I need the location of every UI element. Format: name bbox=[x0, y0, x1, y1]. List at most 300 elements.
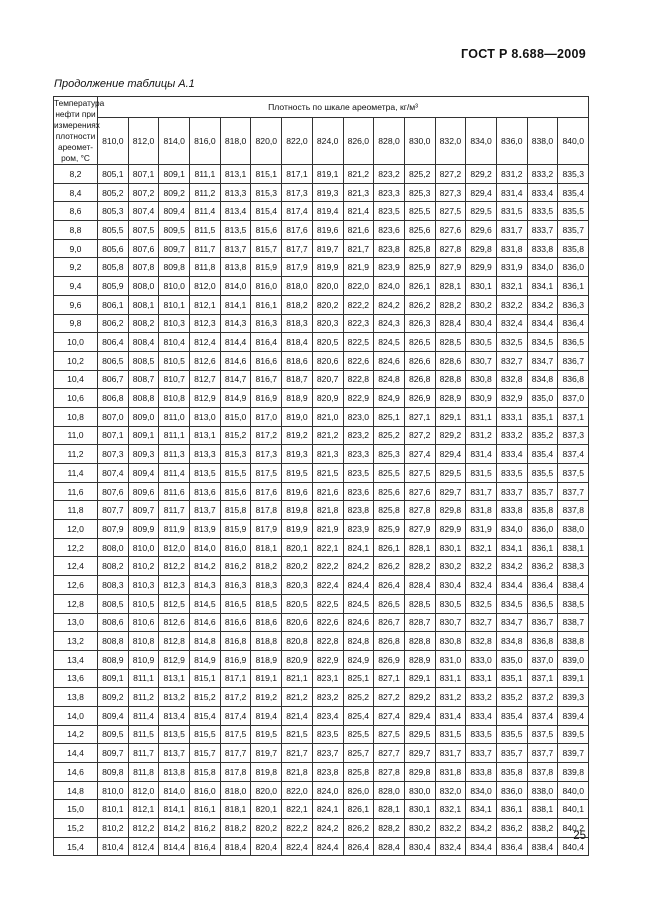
density-cell: 831,2 bbox=[466, 426, 497, 445]
density-cell: 815,9 bbox=[220, 520, 251, 539]
table-row bbox=[54, 426, 589, 445]
density-cell: 827,8 bbox=[435, 239, 466, 258]
density-column-header: 812,0 bbox=[128, 118, 159, 165]
density-cell: 827,5 bbox=[374, 725, 405, 744]
density-cell: 823,5 bbox=[374, 202, 405, 221]
temperature-cell: 11,0 bbox=[54, 426, 98, 445]
density-cell: 829,1 bbox=[435, 407, 466, 426]
density-cell: 807,3 bbox=[98, 445, 129, 464]
density-cell: 833,5 bbox=[527, 202, 558, 221]
density-cell: 818,2 bbox=[282, 295, 313, 314]
density-cell: 825,3 bbox=[374, 445, 405, 464]
temperature-cell: 14,2 bbox=[54, 725, 98, 744]
density-cell: 827,4 bbox=[404, 445, 435, 464]
density-cell: 818,4 bbox=[220, 837, 251, 856]
density-cell: 834,7 bbox=[496, 613, 527, 632]
density-cell: 833,4 bbox=[466, 706, 497, 725]
density-cell: 834,4 bbox=[527, 314, 558, 333]
density-column-header: 838,0 bbox=[527, 118, 558, 165]
density-cell: 818,9 bbox=[251, 650, 282, 669]
density-cell: 824,6 bbox=[343, 613, 374, 632]
density-cell: 823,2 bbox=[312, 688, 343, 707]
density-cell: 821,4 bbox=[282, 706, 313, 725]
density-cell: 830,8 bbox=[466, 370, 497, 389]
density-cell: 815,6 bbox=[251, 221, 282, 240]
density-cell: 833,4 bbox=[527, 183, 558, 202]
density-cell: 805,8 bbox=[98, 258, 129, 277]
density-cell: 821,3 bbox=[312, 445, 343, 464]
density-cell: 811,1 bbox=[159, 426, 190, 445]
density-cell: 817,5 bbox=[220, 725, 251, 744]
density-cell: 828,1 bbox=[435, 277, 466, 296]
density-cell: 824,1 bbox=[312, 800, 343, 819]
density-column-header: 830,0 bbox=[404, 118, 435, 165]
density-cell: 823,9 bbox=[343, 520, 374, 539]
density-cell: 833,7 bbox=[466, 744, 497, 763]
density-cell: 811,3 bbox=[159, 445, 190, 464]
density-cell: 834,1 bbox=[496, 538, 527, 557]
density-cell: 836,1 bbox=[496, 800, 527, 819]
density-cell: 829,5 bbox=[466, 202, 497, 221]
density-cell: 830,7 bbox=[466, 351, 497, 370]
density-cell: 836,1 bbox=[558, 277, 589, 296]
density-cell: 837,4 bbox=[558, 445, 589, 464]
density-cell: 836,5 bbox=[558, 333, 589, 352]
density-cell: 808,0 bbox=[98, 538, 129, 557]
density-cell: 825,2 bbox=[404, 165, 435, 184]
density-column-header: 824,0 bbox=[312, 118, 343, 165]
density-cell: 833,0 bbox=[466, 650, 497, 669]
density-cell: 815,9 bbox=[251, 258, 282, 277]
temperature-cell: 8,2 bbox=[54, 165, 98, 184]
table-row bbox=[54, 333, 589, 352]
density-cell: 805,5 bbox=[98, 221, 129, 240]
density-cell: 829,8 bbox=[466, 239, 497, 258]
density-cell: 831,7 bbox=[466, 482, 497, 501]
density-cell: 836,8 bbox=[558, 370, 589, 389]
column-header-row bbox=[54, 118, 589, 165]
table-row bbox=[54, 445, 589, 464]
density-cell: 817,3 bbox=[282, 183, 313, 202]
temperature-header-line: Температура bbox=[54, 98, 105, 108]
density-column-header: 836,0 bbox=[496, 118, 527, 165]
temperature-cell: 15,2 bbox=[54, 819, 98, 838]
density-cell: 821,7 bbox=[282, 744, 313, 763]
density-cell: 833,1 bbox=[466, 669, 497, 688]
density-cell: 818,6 bbox=[282, 351, 313, 370]
density-cell: 821,2 bbox=[312, 426, 343, 445]
density-cell: 832,8 bbox=[466, 632, 497, 651]
density-cell: 812,1 bbox=[190, 295, 221, 314]
density-cell: 822,4 bbox=[312, 576, 343, 595]
density-cell: 825,2 bbox=[343, 688, 374, 707]
density-cell: 825,1 bbox=[343, 669, 374, 688]
density-cell: 818,3 bbox=[251, 576, 282, 595]
density-cell: 830,7 bbox=[435, 613, 466, 632]
density-cell: 832,2 bbox=[496, 295, 527, 314]
density-cell: 809,4 bbox=[98, 706, 129, 725]
density-cell: 823,4 bbox=[312, 706, 343, 725]
density-cell: 837,7 bbox=[527, 744, 558, 763]
table-row bbox=[54, 763, 589, 782]
table-row bbox=[54, 538, 589, 557]
density-cell: 807,7 bbox=[98, 501, 129, 520]
temperature-cell: 13,6 bbox=[54, 669, 98, 688]
density-cell: 834,4 bbox=[496, 576, 527, 595]
table-row bbox=[54, 594, 589, 613]
density-cell: 827,4 bbox=[374, 706, 405, 725]
table-row bbox=[54, 688, 589, 707]
density-cell: 811,2 bbox=[128, 688, 159, 707]
density-cell: 835,4 bbox=[527, 445, 558, 464]
density-cell: 831,4 bbox=[496, 183, 527, 202]
density-cell: 806,2 bbox=[98, 314, 129, 333]
density-cell: 823,8 bbox=[343, 501, 374, 520]
density-cell: 810,3 bbox=[159, 314, 190, 333]
density-cell: 832,4 bbox=[496, 314, 527, 333]
density-cell: 838,2 bbox=[527, 819, 558, 838]
density-cell: 808,7 bbox=[128, 370, 159, 389]
density-cell: 831,7 bbox=[496, 221, 527, 240]
density-cell: 825,4 bbox=[343, 706, 374, 725]
table-row bbox=[54, 370, 589, 389]
density-cell: 819,7 bbox=[251, 744, 282, 763]
density-cell: 832,7 bbox=[496, 351, 527, 370]
density-cell: 809,2 bbox=[98, 688, 129, 707]
density-cell: 814,7 bbox=[220, 370, 251, 389]
density-cell: 815,1 bbox=[190, 669, 221, 688]
density-cell: 813,4 bbox=[220, 202, 251, 221]
density-cell: 831,7 bbox=[435, 744, 466, 763]
density-cell: 821,3 bbox=[343, 183, 374, 202]
density-cell: 813,3 bbox=[190, 445, 221, 464]
density-cell: 830,9 bbox=[466, 389, 497, 408]
density-cell: 831,8 bbox=[496, 239, 527, 258]
density-cell: 809,1 bbox=[159, 165, 190, 184]
density-cell: 830,0 bbox=[404, 781, 435, 800]
density-cell: 814,2 bbox=[159, 819, 190, 838]
density-cell: 818,1 bbox=[220, 800, 251, 819]
density-cell: 838,3 bbox=[558, 557, 589, 576]
temperature-cell: 14,4 bbox=[54, 744, 98, 763]
density-cell: 835,1 bbox=[496, 669, 527, 688]
density-cell: 831,0 bbox=[435, 650, 466, 669]
density-cell: 826,8 bbox=[404, 370, 435, 389]
density-cell: 820,3 bbox=[282, 576, 313, 595]
density-cell: 814,9 bbox=[220, 389, 251, 408]
density-cell: 814,1 bbox=[220, 295, 251, 314]
density-cell: 811,1 bbox=[190, 165, 221, 184]
table-row bbox=[54, 351, 589, 370]
density-cell: 831,5 bbox=[496, 202, 527, 221]
density-cell: 837,7 bbox=[558, 482, 589, 501]
density-cell: 817,3 bbox=[251, 445, 282, 464]
density-cell: 827,9 bbox=[435, 258, 466, 277]
density-cell: 835,1 bbox=[527, 407, 558, 426]
density-cell: 809,6 bbox=[128, 482, 159, 501]
page-number: 25 bbox=[573, 830, 586, 842]
density-cell: 834,0 bbox=[496, 520, 527, 539]
density-cell: 834,2 bbox=[496, 557, 527, 576]
density-cell: 826,5 bbox=[404, 333, 435, 352]
density-column-header: 826,0 bbox=[343, 118, 374, 165]
density-cell: 835,2 bbox=[527, 426, 558, 445]
density-cell: 815,7 bbox=[190, 744, 221, 763]
density-cell: 821,6 bbox=[343, 221, 374, 240]
density-cell: 817,7 bbox=[282, 239, 313, 258]
density-cell: 821,5 bbox=[312, 464, 343, 483]
density-cell: 813,0 bbox=[190, 407, 221, 426]
table-row bbox=[54, 407, 589, 426]
density-cell: 807,2 bbox=[128, 183, 159, 202]
temperature-cell: 10,4 bbox=[54, 370, 98, 389]
density-cell: 811,1 bbox=[128, 669, 159, 688]
density-cell: 818,9 bbox=[282, 389, 313, 408]
density-cell: 806,1 bbox=[98, 295, 129, 314]
density-cell: 828,9 bbox=[435, 389, 466, 408]
density-cell: 811,5 bbox=[190, 221, 221, 240]
density-cell: 837,1 bbox=[558, 407, 589, 426]
density-cell: 838,0 bbox=[558, 520, 589, 539]
density-cell: 807,6 bbox=[98, 482, 129, 501]
density-cell: 838,4 bbox=[527, 837, 558, 856]
table-row bbox=[54, 501, 589, 520]
density-cell: 820,3 bbox=[312, 314, 343, 333]
density-cell: 817,7 bbox=[220, 744, 251, 763]
density-cell: 822,2 bbox=[343, 295, 374, 314]
density-cell: 833,2 bbox=[527, 165, 558, 184]
density-cell: 810,2 bbox=[98, 819, 129, 838]
density-cell: 821,0 bbox=[312, 407, 343, 426]
density-cell: 833,7 bbox=[527, 221, 558, 240]
density-cell: 830,2 bbox=[404, 819, 435, 838]
density-cell: 834,0 bbox=[466, 781, 497, 800]
density-column-header: 816,0 bbox=[190, 118, 221, 165]
temperature-cell: 13,0 bbox=[54, 613, 98, 632]
density-cell: 816,0 bbox=[220, 538, 251, 557]
density-cell: 811,2 bbox=[190, 183, 221, 202]
density-cell: 838,4 bbox=[558, 576, 589, 595]
density-cell: 819,8 bbox=[251, 763, 282, 782]
density-cell: 817,1 bbox=[220, 669, 251, 688]
table-row bbox=[54, 650, 589, 669]
density-cell: 825,1 bbox=[374, 407, 405, 426]
density-cell: 821,2 bbox=[343, 165, 374, 184]
temperature-cell: 10,2 bbox=[54, 351, 98, 370]
density-cell: 812,3 bbox=[159, 576, 190, 595]
table-caption: Продолжение таблицы А.1 bbox=[54, 78, 195, 90]
density-cell: 836,1 bbox=[527, 538, 558, 557]
density-cell: 830,4 bbox=[404, 837, 435, 856]
table-row bbox=[54, 314, 589, 333]
density-cell: 813,4 bbox=[159, 706, 190, 725]
density-cell: 820,2 bbox=[282, 557, 313, 576]
density-cell: 814,4 bbox=[220, 333, 251, 352]
density-cell: 823,8 bbox=[374, 239, 405, 258]
density-cell: 810,7 bbox=[159, 370, 190, 389]
density-cell: 832,1 bbox=[496, 277, 527, 296]
density-cell: 814,2 bbox=[190, 557, 221, 576]
density-cell: 819,7 bbox=[312, 239, 343, 258]
density-cell: 812,9 bbox=[159, 650, 190, 669]
density-cell: 811,9 bbox=[159, 520, 190, 539]
density-cell: 808,4 bbox=[128, 333, 159, 352]
density-cell: 827,1 bbox=[404, 407, 435, 426]
density-cell: 832,1 bbox=[466, 538, 497, 557]
temperature-cell: 12,4 bbox=[54, 557, 98, 576]
density-cell: 808,6 bbox=[98, 613, 129, 632]
temperature-cell: 12,2 bbox=[54, 538, 98, 557]
density-cell: 823,9 bbox=[374, 258, 405, 277]
temperature-cell: 11,2 bbox=[54, 445, 98, 464]
density-cell: 815,3 bbox=[251, 183, 282, 202]
density-cell: 817,5 bbox=[251, 464, 282, 483]
density-column-header: 828,0 bbox=[374, 118, 405, 165]
density-cell: 829,6 bbox=[466, 221, 497, 240]
density-cell: 833,8 bbox=[466, 763, 497, 782]
density-cell: 813,8 bbox=[220, 258, 251, 277]
density-cell: 836,4 bbox=[496, 837, 527, 856]
density-cell: 818,5 bbox=[251, 594, 282, 613]
density-cell: 816,1 bbox=[251, 295, 282, 314]
density-cell: 828,1 bbox=[374, 800, 405, 819]
density-cell: 831,4 bbox=[466, 445, 497, 464]
density-cell: 828,2 bbox=[404, 557, 435, 576]
density-cell: 826,4 bbox=[374, 576, 405, 595]
density-cell: 835,4 bbox=[558, 183, 589, 202]
density-cell: 818,3 bbox=[282, 314, 313, 333]
density-cell: 822,2 bbox=[282, 819, 313, 838]
density-cell: 828,2 bbox=[435, 295, 466, 314]
density-cell: 833,1 bbox=[496, 407, 527, 426]
density-cell: 825,5 bbox=[343, 725, 374, 744]
density-cell: 839,5 bbox=[558, 725, 589, 744]
density-cell: 816,6 bbox=[251, 351, 282, 370]
density-cell: 824,3 bbox=[374, 314, 405, 333]
table-row bbox=[54, 165, 589, 184]
density-cell: 809,5 bbox=[98, 725, 129, 744]
density-cell: 816,4 bbox=[251, 333, 282, 352]
density-cell: 809,7 bbox=[128, 501, 159, 520]
density-cell: 835,4 bbox=[496, 706, 527, 725]
density-cell: 828,6 bbox=[435, 351, 466, 370]
density-cell: 813,1 bbox=[220, 165, 251, 184]
density-cell: 816,2 bbox=[190, 819, 221, 838]
density-cell: 808,9 bbox=[98, 650, 129, 669]
density-cell: 831,2 bbox=[435, 688, 466, 707]
density-cell: 806,7 bbox=[98, 370, 129, 389]
density-cell: 815,8 bbox=[190, 763, 221, 782]
table-row bbox=[54, 706, 589, 725]
density-cell: 814,5 bbox=[190, 594, 221, 613]
density-cell: 835,7 bbox=[527, 482, 558, 501]
density-cell: 829,2 bbox=[404, 688, 435, 707]
density-cell: 821,7 bbox=[343, 239, 374, 258]
table-row bbox=[54, 389, 589, 408]
density-cell: 823,6 bbox=[343, 482, 374, 501]
density-cell: 814,6 bbox=[220, 351, 251, 370]
density-cell: 834,1 bbox=[527, 277, 558, 296]
density-cell: 824,6 bbox=[374, 351, 405, 370]
density-cell: 836,8 bbox=[527, 632, 558, 651]
density-cell: 817,2 bbox=[220, 688, 251, 707]
density-cell: 826,0 bbox=[343, 781, 374, 800]
temperature-cell: 12,6 bbox=[54, 576, 98, 595]
density-cell: 817,9 bbox=[251, 520, 282, 539]
temperature-cell: 8,4 bbox=[54, 183, 98, 202]
density-cell: 827,5 bbox=[404, 464, 435, 483]
temperature-cell: 14,8 bbox=[54, 781, 98, 800]
density-cell: 810,0 bbox=[128, 538, 159, 557]
density-cell: 835,5 bbox=[558, 202, 589, 221]
density-cell: 818,6 bbox=[251, 613, 282, 632]
density-cell: 833,5 bbox=[496, 464, 527, 483]
density-cell: 828,4 bbox=[374, 837, 405, 856]
density-cell: 816,1 bbox=[190, 800, 221, 819]
density-cell: 817,4 bbox=[282, 202, 313, 221]
density-cell: 815,5 bbox=[190, 725, 221, 744]
density-cell: 830,5 bbox=[435, 594, 466, 613]
density-cell: 839,3 bbox=[558, 688, 589, 707]
density-cell: 810,1 bbox=[159, 295, 190, 314]
temperature-cell: 15,4 bbox=[54, 837, 98, 856]
density-cell: 818,2 bbox=[220, 819, 251, 838]
density-cell: 833,2 bbox=[466, 688, 497, 707]
density-cell: 834,0 bbox=[527, 258, 558, 277]
temperature-cell: 14,0 bbox=[54, 706, 98, 725]
table-row bbox=[54, 800, 589, 819]
density-cell: 836,0 bbox=[496, 781, 527, 800]
density-cell: 840,2 bbox=[558, 819, 589, 838]
density-cell: 830,2 bbox=[435, 557, 466, 576]
density-cell: 826,8 bbox=[374, 632, 405, 651]
density-cell: 818,8 bbox=[251, 632, 282, 651]
density-cell: 829,4 bbox=[404, 706, 435, 725]
density-cell: 815,3 bbox=[220, 445, 251, 464]
density-column-header: 832,0 bbox=[435, 118, 466, 165]
density-cell: 827,2 bbox=[404, 426, 435, 445]
density-cell: 812,7 bbox=[190, 370, 221, 389]
temperature-cell: 15,0 bbox=[54, 800, 98, 819]
density-cell: 816,4 bbox=[190, 837, 221, 856]
temperature-cell: 11,8 bbox=[54, 501, 98, 520]
standard-designation: ГОСТ Р 8.688—2009 bbox=[461, 47, 586, 61]
density-cell: 840,0 bbox=[558, 781, 589, 800]
density-cell: 840,4 bbox=[558, 837, 589, 856]
density-cell: 809,8 bbox=[98, 763, 129, 782]
density-cell: 816,3 bbox=[251, 314, 282, 333]
density-table bbox=[53, 96, 589, 856]
density-cell: 830,5 bbox=[466, 333, 497, 352]
density-cell: 814,0 bbox=[159, 781, 190, 800]
table-row bbox=[54, 202, 589, 221]
density-cell: 825,5 bbox=[374, 464, 405, 483]
density-cell: 833,2 bbox=[496, 426, 527, 445]
density-cell: 836,5 bbox=[527, 594, 558, 613]
density-cell: 834,1 bbox=[466, 800, 497, 819]
density-cell: 829,1 bbox=[404, 669, 435, 688]
temperature-cell: 10,8 bbox=[54, 407, 98, 426]
density-cell: 827,9 bbox=[404, 520, 435, 539]
density-cell: 821,9 bbox=[343, 258, 374, 277]
density-cell: 835,7 bbox=[558, 221, 589, 240]
density-cell: 834,5 bbox=[496, 594, 527, 613]
density-cell: 813,5 bbox=[159, 725, 190, 744]
density-cell: 814,1 bbox=[159, 800, 190, 819]
density-cell: 827,8 bbox=[374, 763, 405, 782]
density-cell: 823,3 bbox=[374, 183, 405, 202]
density-cell: 823,0 bbox=[343, 407, 374, 426]
